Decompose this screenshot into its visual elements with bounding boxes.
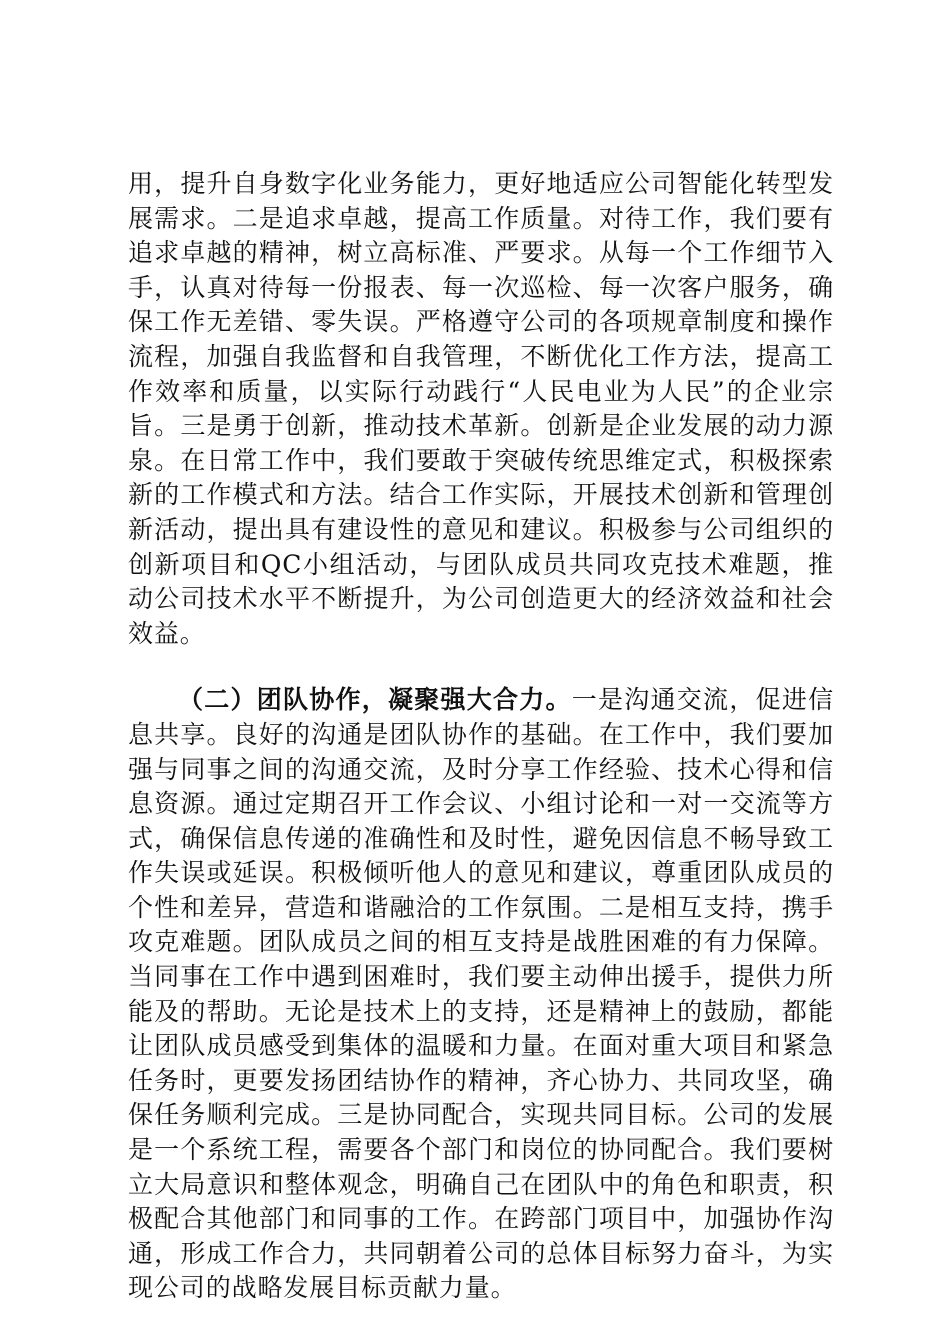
paragraph-2 <box>128 683 834 1306</box>
section-2-heading: （二）团队协作，凝聚强大合力。 <box>178 685 572 715</box>
section-2-body: 一是沟通交流，促进信息共享。良好的沟通是团队协作的基础。在工作中，我们要加强与同事之间的沟通交流，及时分享工作经验、技术心得和信息资源。通过定期召开工作会议、小组讨论和一对一交流等方式，确保信息传递的准确性和及时性，避免因信息不畅导致工作失误或延误。积极倾听他人的意见和建议，尊重团队成员的个性和差异，营造和谐融洽的工作氛围。二是相互支持，携手攻克难题。团队成员之间的相互支持是战胜困难的有力保障。当同事在工作中遇到困难时，我们要主动伸出援手，提供力所能及的帮助。无论是技术上的支持，还是精神上的鼓励，都能让团队成员感受到集体的温暖和力量。在面对重大项目和紧急任务时，更要发扬团结协作的精神，齐心协力、共同攻坚，确保任务顺利完成。三是协同配合，实现共同目标。公司的发展是一个系统工程，需要各个部门和岗位的协同配合。我们要树立大局意识和整体观念，明确自己在团队中的角色和职责，积极配合其他部门和同事的工作。在跨部门项目中，加强协作沟通，形成工作合力，共同朝着公司的总体目标努力奋斗，为实现公司的战略发展目标贡献力量。 <box>128 685 834 1303</box>
document-body <box>128 167 834 1306</box>
paragraph-1: 用，提升自身数字化业务能力，更好地适应公司智能化转型发展需求。二是追求卓越，提高工作质量。对待工作，我们要有追求卓越的精神，树立高标准、严要求。从每一个工作细节入手，认真对待每一份报表、每一次巡检、每一次客户服务，确保工作无差错、零失误。严格遵守公司的各项规章制度和操作流程，加强自我监督和自我管理，不断优化工作方法，提高工作效率和质量，以实际行动践行“人民电业为人民”的企业宗旨。三是勇于创新，推动技术革新。创新是企业发展的动力源泉。在日常工作中，我们要敢于突破传统思维定式，积极探索新的工作模式和方法。结合工作实际，开展技术创新和管理创新活动，提出具有建设性的意见和建议。积极参与公司组织的创新项目和QC小组活动，与团队成员共同攻克技术难题，推动公司技术水平不断提升，为公司创造更大的经济效益和社会效益。 <box>128 169 834 648</box>
